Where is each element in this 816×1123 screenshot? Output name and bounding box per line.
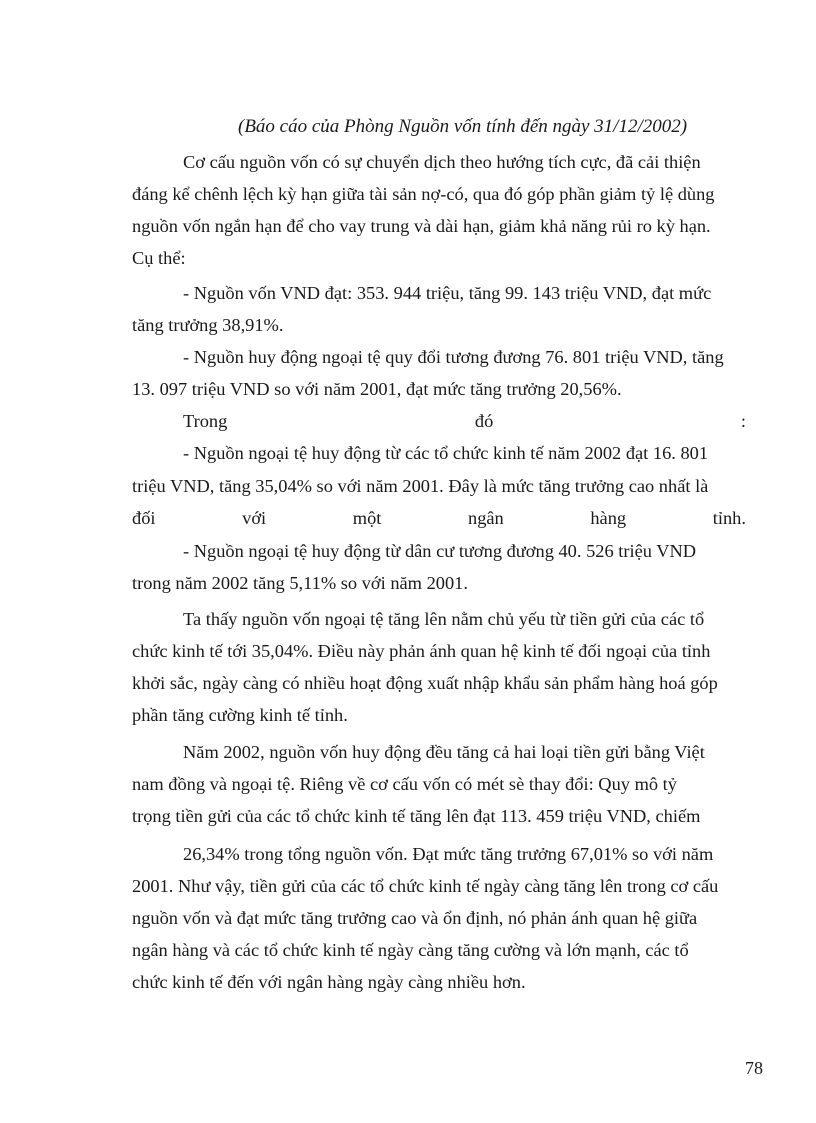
paragraph-line: nguồn vốn ngắn hạn để cho vay trung và dài hạn, giảm khả năng rủi ro kỳ hạn. — [132, 216, 711, 236]
word: một — [352, 508, 382, 528]
paragraph-line: chức kinh tế đến với ngân hàng ngày càng nhiều hơn. — [132, 972, 526, 992]
paragraph-line: nam đồng và ngoại tệ. Riêng về cơ cấu vốn có mét sè thay đổi: Quy mô tỷ — [132, 774, 677, 794]
paragraph-line: phần tăng cường kinh tế tỉnh. — [132, 705, 348, 725]
justified-line — [132, 509, 746, 527]
word: với — [242, 508, 267, 528]
justified-line — [183, 412, 746, 430]
paragraph-line: triệu VND, tăng 35,04% so với năm 2001. Đây là mức tăng trưởng cao nhất là — [132, 476, 709, 496]
word: hàng — [590, 508, 627, 528]
paragraph-line: Ta thấy nguồn vốn ngoại tệ tăng lên nằm chủ yếu từ tiền gửi của các tổ — [183, 609, 705, 629]
paragraph-line: Cụ thể: — [132, 248, 186, 268]
paragraph-line: chức kinh tế tới 35,04%. Điều này phản ánh quan hệ kinh tế đối ngoại của tỉnh — [132, 641, 711, 661]
paragraph-line: trong năm 2002 tăng 5,11% so với năm 2001. — [132, 573, 468, 593]
word: đối — [132, 508, 156, 528]
paragraph-line: nguồn vốn và đạt mức tăng trưởng cao và ổn định, nó phản ánh quan hệ giữa — [132, 908, 698, 928]
paragraph-line: Cơ cấu nguồn vốn có sự chuyển dịch theo hướng tích cực, đã cải thiện — [183, 152, 701, 172]
paragraph-line: khởi sắc, ngày càng có nhiều hoạt động xuất nhập khẩu sản phẩm hàng hoá góp — [132, 673, 718, 693]
paragraph-line: 13. 097 triệu VND so với năm 2001, đạt mức tăng trưởng 20,56%. — [132, 379, 622, 399]
paragraph-line: đáng kể chênh lệch kỳ hạn giữa tài sản nợ-có, qua đó góp phần giảm tỷ lệ dùng — [132, 184, 715, 204]
paragraph-line: - Nguồn ngoại tệ huy động từ dân cư tương đương 40. 526 triệu VND — [183, 541, 697, 561]
paragraph-line: - Nguồn ngoại tệ huy động từ các tổ chức kinh tế năm 2002 đạt 16. 801 — [183, 443, 709, 463]
word: Trong — [183, 411, 228, 431]
paragraph-line: - Nguồn huy động ngoại tệ quy đổi tương đương 76. 801 triệu VND, tăng — [183, 347, 724, 367]
paragraph-line: 26,34% trong tổng nguồn vốn. Đạt mức tăng trưởng 67,01% so với năm — [183, 844, 714, 864]
word: ngân — [468, 508, 504, 528]
word: : — [740, 411, 746, 431]
paragraph-line: 2001. Như vậy, tiền gửi của các tổ chức kinh tế ngày càng tăng lên trong cơ cấu — [132, 876, 719, 896]
paragraph-line: - Nguồn vốn VND đạt: 353. 944 triệu, tăng 99. 143 triệu VND, đạt mức — [183, 283, 712, 303]
paragraph-line: tăng trưởng 38,91%. — [132, 315, 284, 335]
source-note: (Báo cáo của Phòng Nguồn vốn tính đến ngày 31/12/2002) — [238, 116, 688, 137]
page-number: 78 — [745, 1058, 763, 1078]
word: tỉnh. — [712, 508, 746, 528]
paragraph-line: Năm 2002, nguồn vốn huy động đều tăng cả hai loại tiền gửi bằng Việt — [183, 742, 705, 762]
word: đó — [474, 411, 494, 431]
paragraph-line: ngân hàng và các tổ chức kinh tế ngày càng tăng cường và lớn mạnh, các tổ — [132, 940, 689, 960]
paragraph-line: trọng tiền gửi của các tổ chức kinh tế tăng lên đạt 113. 459 triệu VND, chiếm — [132, 806, 701, 826]
